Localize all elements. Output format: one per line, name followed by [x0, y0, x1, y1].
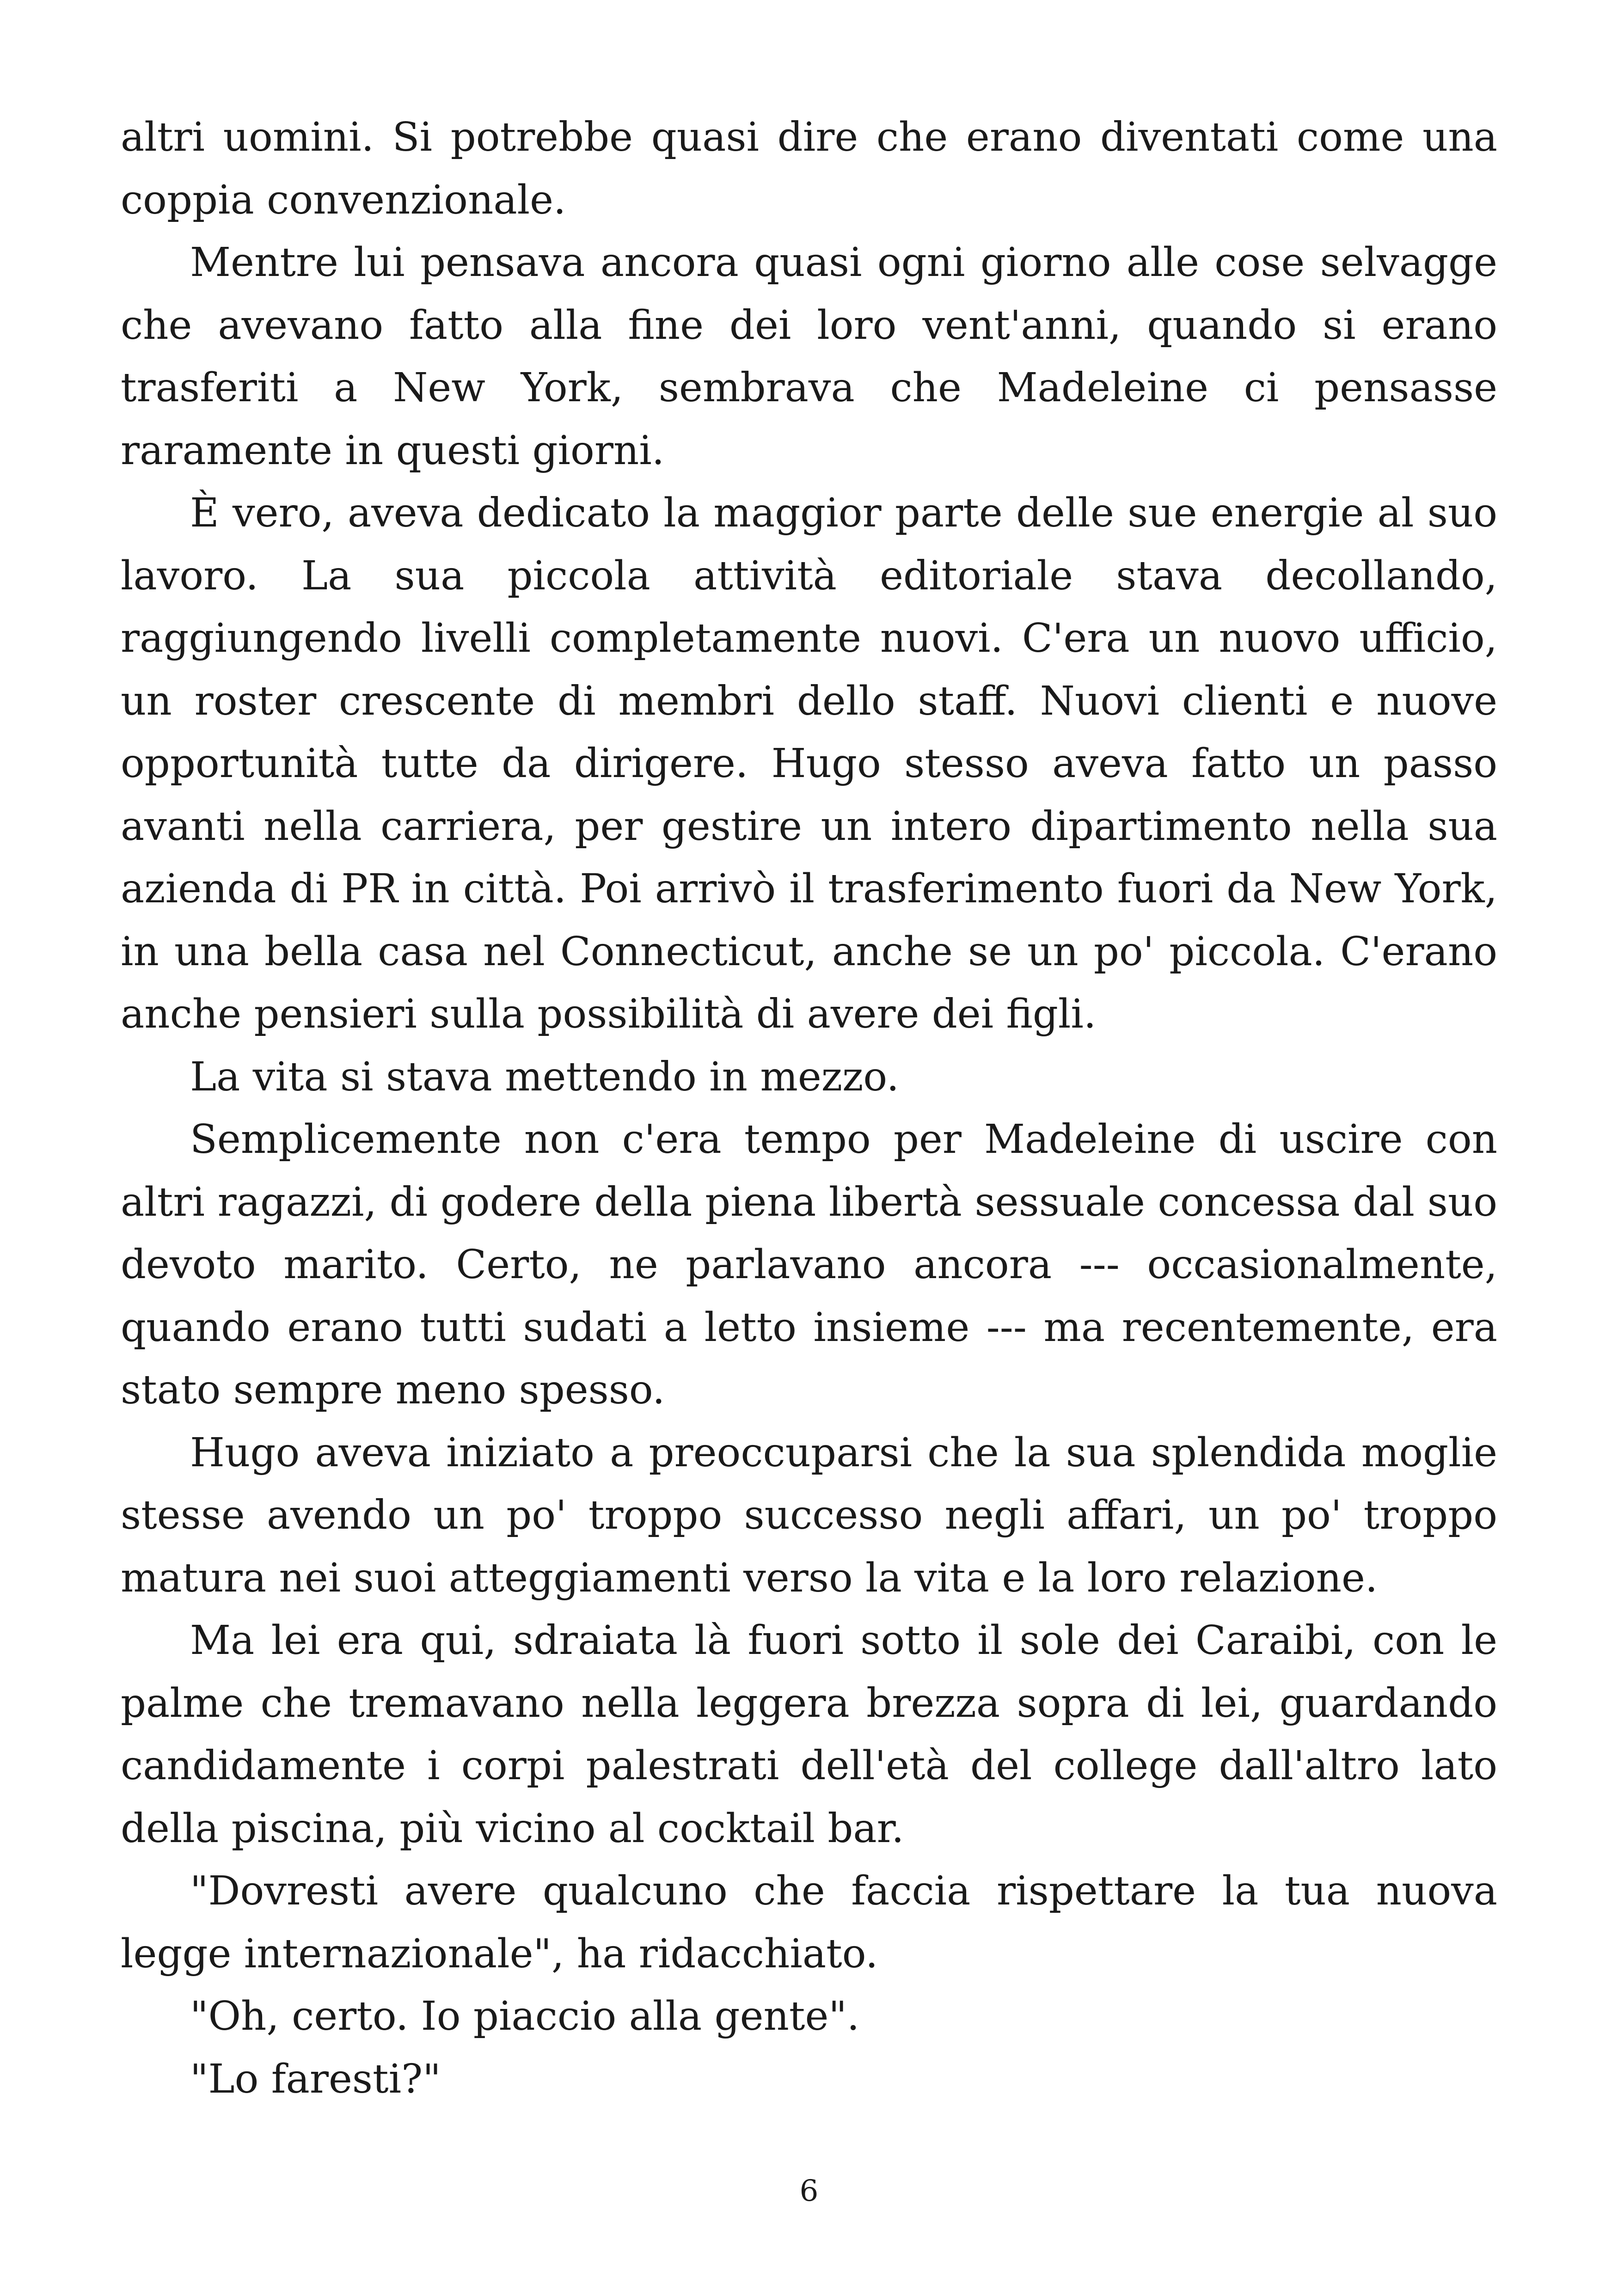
dialogue-line: "Lo faresti?"	[190, 2056, 441, 2102]
page-number: 6	[799, 2174, 819, 2208]
dialogue-line: "Oh, certo. Io piaccio alla gente".	[190, 1993, 860, 2039]
body-text	[121, 106, 1497, 2111]
paragraph: Ma lei era qui, sdraiata là fuori sotto il sole dei Caraibi, con le palme che tremavano nella leggera brezza sopra di lei, guardando candidamente i corpi palestrati dell'età del college dall'altro lato della piscina, più vicino al cocktail bar.	[121, 1617, 1497, 1852]
paragraph: La vita si stava mettendo in mezzo.	[190, 1053, 900, 1100]
paragraph: Semplicemente non c'era tempo per Madeleine di uscire con altri ragazzi, di godere della piena libertà sessuale concessa dal suo devoto marito. Certo, ne parlavano ancora --- occasionalmente, quando erano tutti sudati a letto insieme --- ma recentemente, era stato sempre meno spesso.	[121, 1116, 1497, 1413]
paragraph: Mentre lui pensava ancora quasi ogni giorno alle cose selvagge che avevano fatto alla fine dei loro vent'anni, quando si erano trasferiti a New York, sembrava che Madeleine ci pensasse raramente in questi giorni.	[121, 239, 1497, 474]
dialogue-line: "Dovresti avere qualcuno che faccia rispettare la tua nuova legge internazionale", ha ridacchiato.	[121, 1868, 1497, 1977]
paragraph-continuation: altri uomini. Si potrebbe quasi dire che erano diventati come una coppia convenzionale.	[121, 114, 1497, 223]
paragraph: Hugo aveva iniziato a preoccuparsi che la sua splendida moglie stesse avendo un po' troppo successo negli affari, un po' troppo matura nei suoi atteggiamenti verso la vita e la loro relazione.	[121, 1429, 1497, 1601]
paragraph: È vero, aveva dedicato la maggior parte delle sue energie al suo lavoro. La sua piccola attività editoriale stava decollando, raggiungendo livelli completamente nuovi. C'era un nuovo ufficio, un roster crescente di membri dello staff. Nuovi clienti e nuove opportunità tutte da dirigere. Hugo stesso aveva fatto un passo avanti nella carriera, per gestire un intero dipartimento nella sua azienda di PR in città. Poi arrivò il trasferimento fuori da New York, in una bella casa nel Connecticut, anche se un po' piccola. C'erano anche pensieri sulla possibilità di avere dei figli.	[121, 490, 1497, 1037]
